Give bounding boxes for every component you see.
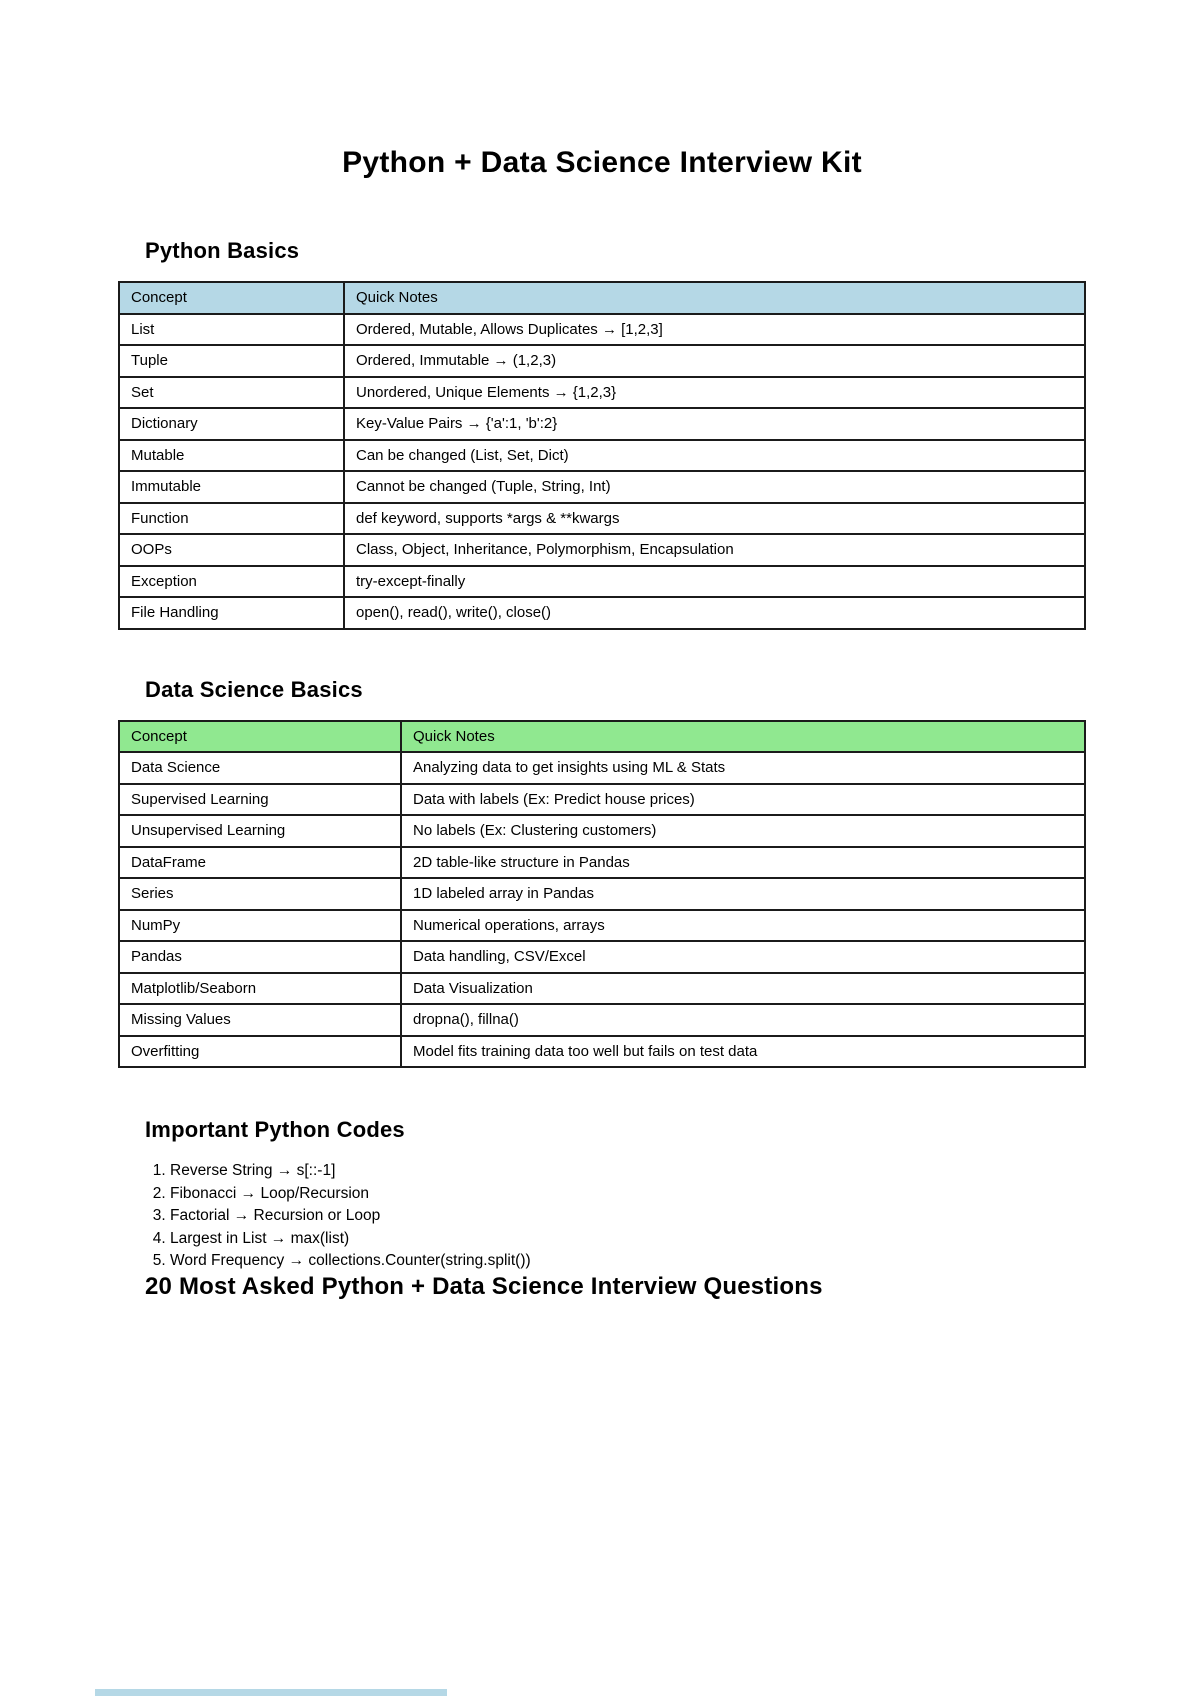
- document-title: Python + Data Science Interview Kit: [342, 146, 862, 179]
- code-list-item: 4. Largest in List → max(list): [170, 1228, 1086, 1251]
- table-row: [119, 597, 1085, 629]
- concept-cell: Missing Values: [119, 1004, 401, 1036]
- next-table-header-partial: [95, 1689, 447, 1696]
- table-row: [119, 1004, 1085, 1036]
- concept-cell: Overfitting: [119, 1036, 401, 1068]
- notes-cell: 2D table-like structure in Pandas: [401, 847, 1085, 879]
- concept-cell: OOPs: [119, 534, 344, 566]
- column-header: Concept: [119, 282, 344, 314]
- section-interview-questions: [118, 1273, 1086, 1301]
- notes-cell: 1D labeled array in Pandas: [401, 878, 1085, 910]
- table-row: [119, 847, 1085, 879]
- section-heading-data-science-basics: Data Science Basics: [145, 676, 363, 702]
- section-heading-python-basics: Python Basics: [145, 238, 300, 263]
- notes-cell: open(), read(), write(), close(): [344, 597, 1085, 629]
- concept-cell: Function: [119, 503, 344, 535]
- notes-cell: try-except-finally: [344, 566, 1085, 598]
- table-row: [119, 471, 1085, 503]
- table-row: [119, 534, 1085, 566]
- concept-cell: Exception: [119, 566, 344, 598]
- notes-cell: Cannot be changed (Tuple, String, Int): [344, 471, 1085, 503]
- table-header-row: [119, 282, 1085, 314]
- concept-cell: Dictionary: [119, 408, 344, 440]
- concept-cell: Tuple: [119, 345, 344, 377]
- concept-cell: Immutable: [119, 471, 344, 503]
- concept-cell: Supervised Learning: [119, 784, 401, 816]
- table-row: [119, 314, 1085, 346]
- code-list-item: 1. Reverse String → s[::-1]: [170, 1160, 1086, 1183]
- table-row: [119, 973, 1085, 1005]
- table-row: [119, 941, 1085, 973]
- table-row: [119, 503, 1085, 535]
- notes-cell: dropna(), fillna(): [401, 1004, 1085, 1036]
- concept-cell: Data Science: [119, 752, 401, 784]
- notes-cell: Unordered, Unique Elements → {1,2,3}: [344, 377, 1085, 409]
- code-list-item: 3. Factorial → Recursion or Loop: [170, 1205, 1086, 1228]
- table-row: [119, 752, 1085, 784]
- data-science-basics-table: [118, 720, 1086, 1069]
- table-row: [119, 815, 1085, 847]
- concept-cell: Pandas: [119, 941, 401, 973]
- notes-cell: def keyword, supports *args & **kwargs: [344, 503, 1085, 535]
- table-row: [119, 910, 1085, 942]
- column-header: Concept: [119, 721, 401, 753]
- section-data-science-basics: [118, 677, 1086, 1069]
- notes-cell: Data with labels (Ex: Predict house prices): [401, 784, 1085, 816]
- notes-cell: Numerical operations, arrays: [401, 910, 1085, 942]
- table-row: [119, 566, 1085, 598]
- notes-cell: No labels (Ex: Clustering customers): [401, 815, 1085, 847]
- concept-cell: NumPy: [119, 910, 401, 942]
- concept-cell: File Handling: [119, 597, 344, 629]
- notes-cell: Ordered, Immutable → (1,2,3): [344, 345, 1085, 377]
- column-header: Quick Notes: [344, 282, 1085, 314]
- concept-cell: Matplotlib/Seaborn: [119, 973, 401, 1005]
- section-heading-interview-questions: 20 Most Asked Python + Data Science Interview Questions: [145, 1272, 823, 1300]
- code-list-item: 2. Fibonacci → Loop/Recursion: [170, 1183, 1086, 1206]
- section-important-python-codes: [118, 1117, 1086, 1273]
- section-heading-important-python-codes: Important Python Codes: [145, 1117, 405, 1142]
- table-header-row: [119, 721, 1085, 753]
- notes-cell: Key-Value Pairs → {'a':1, 'b':2}: [344, 408, 1085, 440]
- notes-cell: Ordered, Mutable, Allows Duplicates → [1,2,3]: [344, 314, 1085, 346]
- section-python-basics: [118, 238, 1086, 630]
- code-list-item: 5. Word Frequency → collections.Counter(string.split()): [170, 1250, 1086, 1273]
- table-row: [119, 377, 1085, 409]
- python-codes-list: [150, 1160, 1086, 1273]
- notes-cell: Can be changed (List, Set, Dict): [344, 440, 1085, 472]
- table-row: [119, 878, 1085, 910]
- concept-cell: Series: [119, 878, 401, 910]
- concept-cell: Mutable: [119, 440, 344, 472]
- notes-cell: Analyzing data to get insights using ML & Stats: [401, 752, 1085, 784]
- concept-cell: DataFrame: [119, 847, 401, 879]
- notes-cell: Model fits training data too well but fails on test data: [401, 1036, 1085, 1068]
- table-row: [119, 784, 1085, 816]
- table-row: [119, 408, 1085, 440]
- table-row: [119, 1036, 1085, 1068]
- notes-cell: Data handling, CSV/Excel: [401, 941, 1085, 973]
- notes-cell: Class, Object, Inheritance, Polymorphism, Encapsulation: [344, 534, 1085, 566]
- concept-cell: List: [119, 314, 344, 346]
- table-row: [119, 345, 1085, 377]
- column-header: Quick Notes: [401, 721, 1085, 753]
- concept-cell: Set: [119, 377, 344, 409]
- notes-cell: Data Visualization: [401, 973, 1085, 1005]
- python-basics-table: [118, 281, 1086, 630]
- table-row: [119, 440, 1085, 472]
- concept-cell: Unsupervised Learning: [119, 815, 401, 847]
